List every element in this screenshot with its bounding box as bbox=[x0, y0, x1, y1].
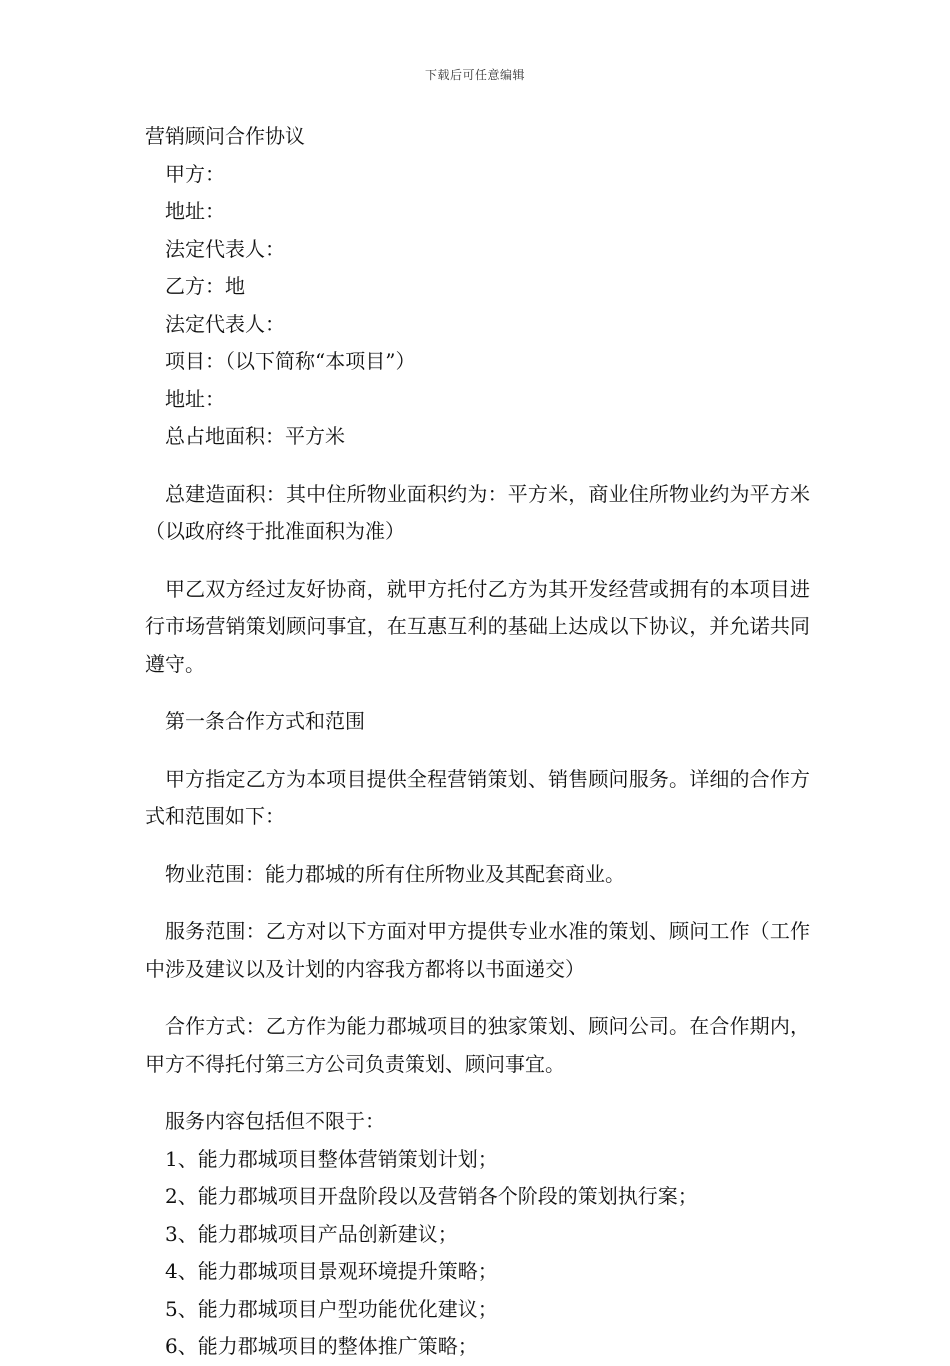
total-build-area-paragraph: 总建造面积：其中住所物业面积约为：平方米，商业住所物业约为平方米（以政府终于批准面积为准） bbox=[145, 481, 810, 543]
list-item: 1、能力郡城项目整体营销策划计划； bbox=[165, 1146, 498, 1171]
party-b-line: 乙方：地 bbox=[165, 274, 245, 298]
list-item: 6、能力郡城项目的整体推广策略； bbox=[165, 1334, 478, 1358]
property-scope-line: 物业范围：能力郡城的所有住所物业及其配套商业。 bbox=[165, 861, 625, 886]
total-land-area-line: 总占地面积：平方米 bbox=[165, 424, 345, 448]
list-item: 5、能力郡城项目户型功能优化建议； bbox=[165, 1296, 498, 1321]
article-1-body: 甲方指定乙方为本项目提供全程营销策划、销售顾问服务。详细的合作方式和范围如下： bbox=[145, 766, 810, 828]
party-b-representative-line: 法定代表人： bbox=[165, 311, 285, 336]
document-body bbox=[145, 118, 810, 1366]
party-a-representative-line: 法定代表人： bbox=[165, 236, 285, 261]
service-content-line: 服务内容包括但不限于： bbox=[165, 1109, 385, 1133]
party-a-address-line: 地址： bbox=[165, 199, 225, 223]
intro-paragraph: 甲乙双方经过友好协商，就甲方托付乙方为其开发经营或拥有的本项目进行市场营销策划顾问事宜，在互惠互利的基础上达成以下协议，并允诺共同遵守。 bbox=[145, 576, 810, 676]
page-header-note: 下载后可任意编辑 bbox=[424, 68, 525, 82]
article-1-title: 第一条合作方式和范围 bbox=[165, 709, 365, 733]
party-a-line: 甲方： bbox=[165, 161, 225, 186]
service-scope-paragraph: 服务范围：乙方对以下方面对甲方提供专业水准的策划、顾问工作（工作中涉及建议以及计划的内容我方都将以书面递交） bbox=[145, 919, 810, 981]
list-item: 4、能力郡城项目景观环境提升策略； bbox=[165, 1259, 498, 1283]
project-line: 项目：（以下简称“本项目”） bbox=[165, 349, 416, 373]
document-title: 营销顾问合作协议 bbox=[145, 124, 305, 148]
list-item: 2、能力郡城项目开盘阶段以及营销各个阶段的策划执行案； bbox=[165, 1184, 698, 1208]
list-item: 3、能力郡城项目产品创新建议； bbox=[165, 1221, 458, 1246]
project-address-line: 地址： bbox=[165, 386, 225, 411]
cooperation-mode-paragraph: 合作方式：乙方作为能力郡城项目的独家策划、顾问公司。在合作期内，甲方不得托付第三方公司负责策划、顾问事宜。 bbox=[145, 1014, 810, 1076]
